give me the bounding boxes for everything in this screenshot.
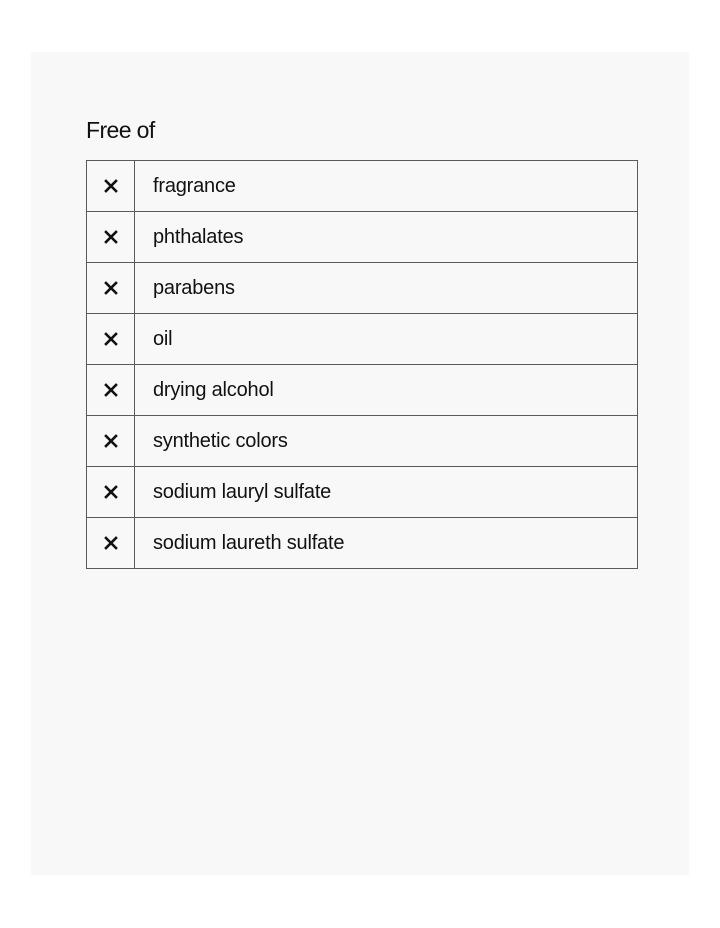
content-panel [31,52,689,875]
x-mark-icon [87,467,135,517]
list-item [87,212,637,263]
list-item [87,161,637,212]
list-item [87,263,637,314]
list-item [87,518,637,569]
x-mark-icon [87,365,135,415]
list-item [87,365,637,416]
section-title: Free of [86,117,155,143]
list-item-label: drying alcohol [153,378,274,401]
free-of-list [86,160,638,569]
list-item-label: fragrance [153,174,236,197]
x-mark-icon [87,212,135,262]
list-item-label: synthetic colors [153,429,288,452]
x-mark-icon [87,416,135,466]
x-mark-icon [87,263,135,313]
list-item-label: parabens [153,276,235,299]
list-item [87,416,637,467]
list-item-label: sodium laureth sulfate [153,531,345,554]
list-item-label: oil [153,327,173,350]
x-mark-icon [87,314,135,364]
list-item [87,467,637,518]
x-mark-icon [87,518,135,568]
list-item-label: phthalates [153,225,244,248]
list-item-label: sodium lauryl sulfate [153,480,332,503]
x-mark-icon [87,161,135,211]
list-item [87,314,637,365]
